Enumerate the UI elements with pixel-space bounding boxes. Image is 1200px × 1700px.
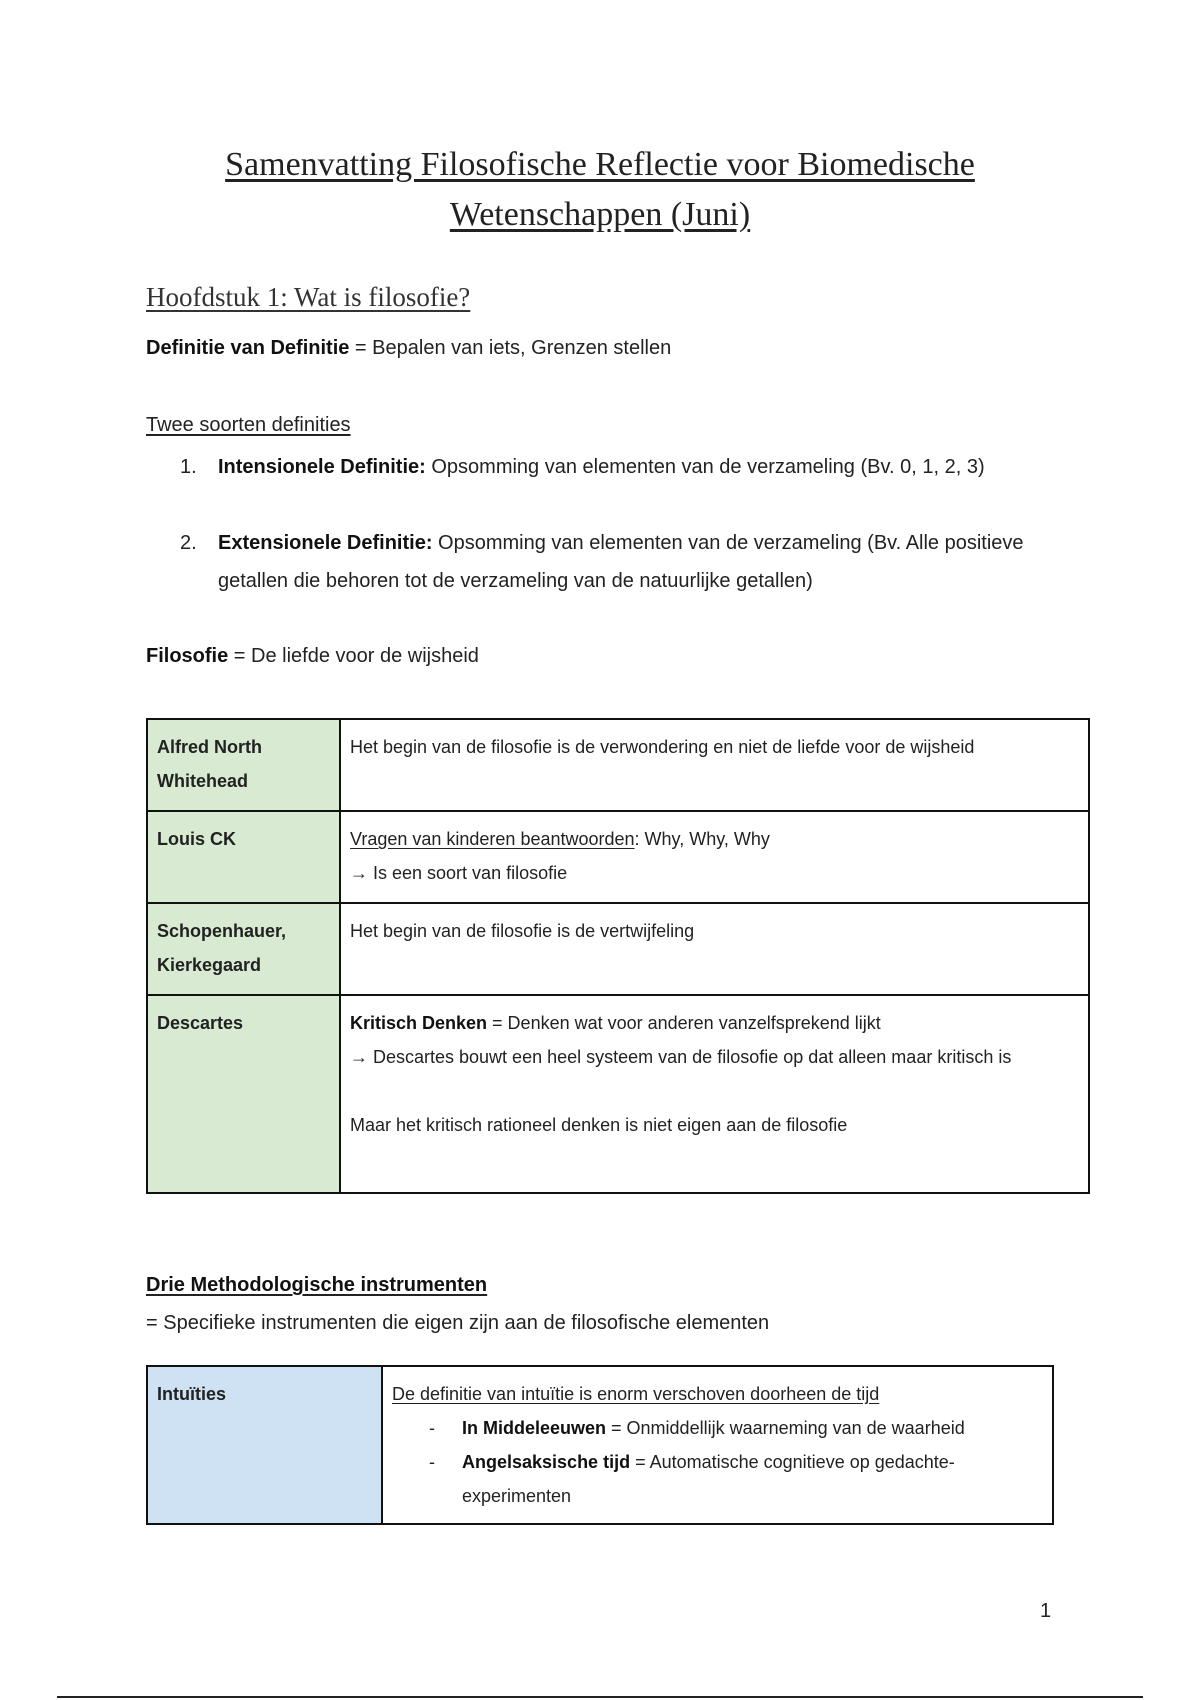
philosopher-name: Schopenhauer, Kierkegaard xyxy=(147,903,340,995)
instrument-intro: De definitie van intuïtie is enorm verschoven doorheen de tijd xyxy=(392,1384,880,1404)
definition-line xyxy=(146,337,671,360)
instrument-text xyxy=(382,1366,1053,1524)
philosopher-name: Louis CK xyxy=(147,811,340,903)
definition-text: = Bepalen van iets, Grenzen stellen xyxy=(349,337,672,359)
bold-term: Kritisch Denken xyxy=(350,1013,488,1033)
row-text: : Why, Why, Why xyxy=(634,829,770,849)
philosopher-text xyxy=(340,811,1089,903)
philosopher-name: Descartes xyxy=(147,995,340,1193)
instrument-name: Intuïties xyxy=(147,1366,382,1524)
chapter-heading: Hoofdstuk 1: Wat is filosofie? xyxy=(146,282,471,312)
dash-bullet: - xyxy=(429,1452,435,1472)
arrow-text: → Descartes bouwt een heel systeem van de filosofie op dat alleen maar kritisch is xyxy=(350,1047,1012,1067)
table-row xyxy=(147,719,1089,811)
list-number: 2. xyxy=(180,532,197,554)
item-text: = Automatische cognitieve op gedachte-experimenten xyxy=(462,1452,955,1506)
philosopher-text: Het begin van de filosofie is de verwondering en niet de liefde voor de wijsheid xyxy=(340,719,1089,811)
row-text: = Denken wat voor anderen vanzelfsprekend lijkt xyxy=(487,1013,881,1033)
dash-bullet: - xyxy=(429,1418,435,1438)
page-number: 1 xyxy=(1040,1600,1052,1622)
table-row xyxy=(147,1366,1053,1524)
item-text: = Onmiddellijk waarneming van de waarheid xyxy=(606,1418,965,1438)
definition-term: Definitie van Definitie xyxy=(146,337,350,359)
philosopher-text xyxy=(340,995,1089,1193)
definitions-subheading: Twee soorten definities xyxy=(146,414,351,436)
item-term: In Middeleeuwen xyxy=(462,1418,607,1438)
arrow-text: → Is een soort van filosofie xyxy=(350,863,568,883)
instruments-heading xyxy=(146,1274,487,1297)
filosofie-term: Filosofie xyxy=(146,645,229,667)
instruments-subtitle: = Specifieke instrumenten die eigen zijn aan de filosofische elementen xyxy=(146,1312,770,1334)
list-description: Opsomming van elementen van de verzameling (Bv. Alle positieve getallen die behoren tot de verzameling van de natuurlijke getallen) xyxy=(218,532,1024,592)
instruments-heading-text: Drie Methodologische instrumenten xyxy=(146,1274,488,1296)
list-term: Extensionele Definitie: xyxy=(218,532,433,554)
extra-text: Maar het kritisch rationeel denken is niet eigen aan de filosofie xyxy=(350,1115,848,1135)
item-body xyxy=(462,1445,1043,1513)
list-description: Opsomming van elementen van de verzameling (Bv. 0, 1, 2, 3) xyxy=(425,456,985,478)
item-term: Angelsaksische tijd xyxy=(462,1452,631,1472)
philosophers-table xyxy=(146,718,1090,1194)
table-row xyxy=(147,995,1089,1193)
footer-rule xyxy=(57,1696,1143,1698)
philosopher-name: Alfred North Whitehead xyxy=(147,719,340,811)
filosofie-text: = De liefde voor de wijsheid xyxy=(228,645,479,667)
document-title xyxy=(150,140,1050,240)
list-number: 1. xyxy=(180,456,197,478)
list-text xyxy=(218,524,1058,600)
filosofie-line xyxy=(146,645,479,668)
title-line-1: Samenvatting Filosofische Reflectie voor Biomedische xyxy=(225,146,975,183)
philosopher-text: Het begin van de filosofie is de vertwijfeling xyxy=(340,903,1089,995)
list-item xyxy=(392,1445,1043,1513)
list-text xyxy=(218,448,1058,486)
underlined-phrase: Vragen van kinderen beantwoorden xyxy=(350,829,635,849)
title-line-2: Wetenschappen (Juni) xyxy=(449,196,751,233)
table-row xyxy=(147,811,1089,903)
table-row xyxy=(147,903,1089,995)
instruments-table xyxy=(146,1365,1054,1525)
list-term: Intensionele Definitie: xyxy=(218,456,426,478)
